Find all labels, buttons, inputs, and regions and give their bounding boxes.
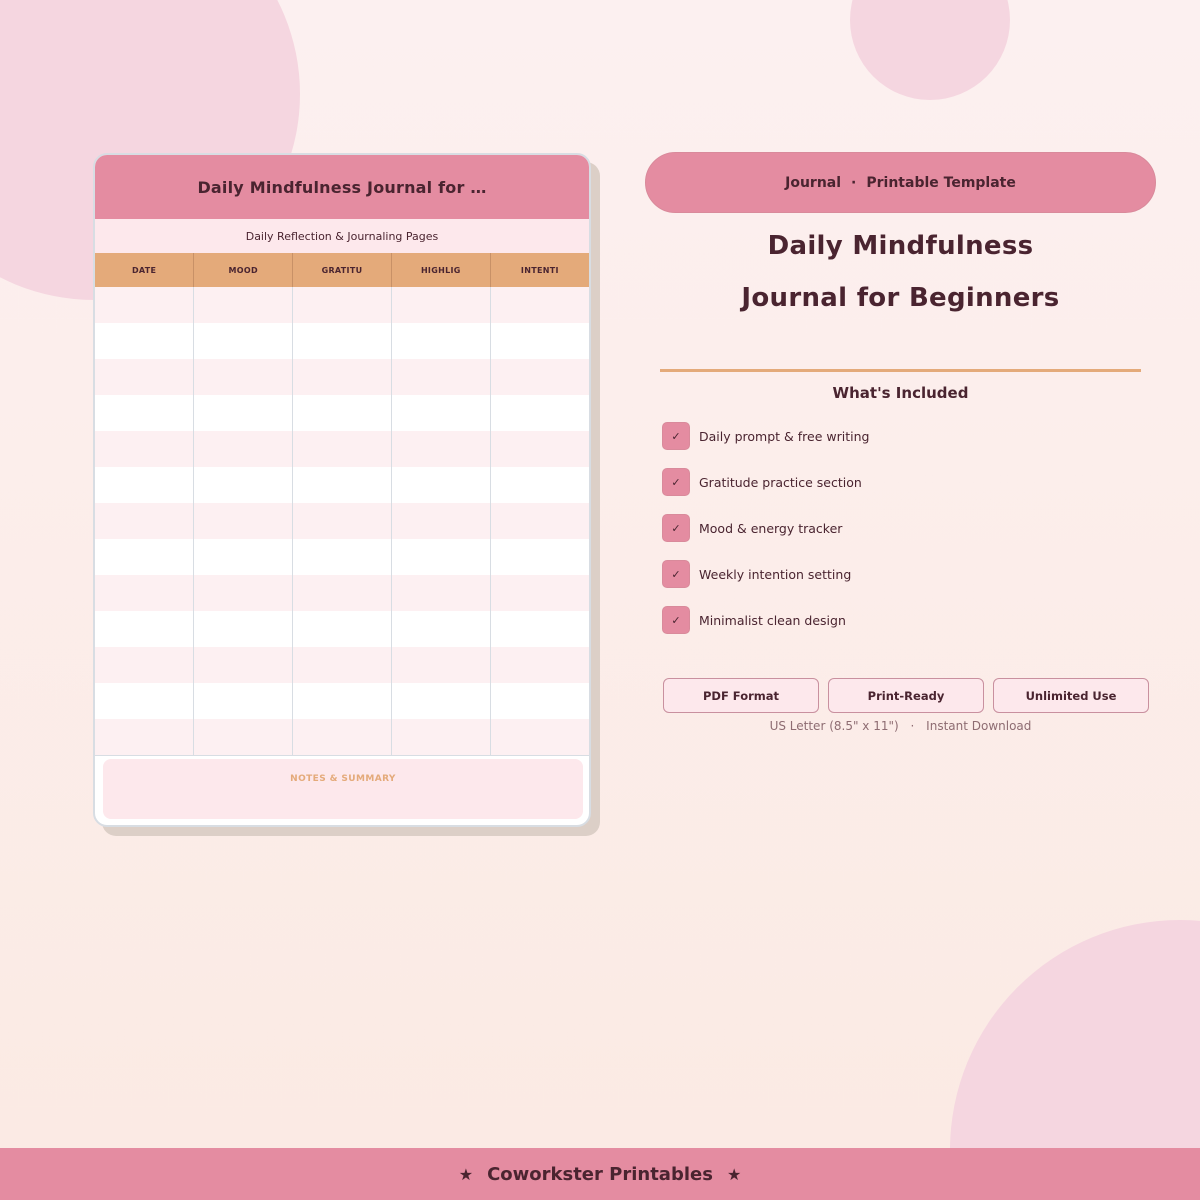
journal-table-cell	[293, 719, 392, 755]
journal-table-cell	[391, 611, 490, 647]
journal-table-cell	[293, 683, 392, 719]
journal-table-row	[95, 575, 589, 611]
feature-label: Weekly intention setting	[699, 566, 852, 582]
star-icon: ★	[726, 1164, 742, 1184]
journal-table-row	[95, 539, 589, 575]
journal-table-cell	[293, 287, 392, 323]
journal-table-cell	[293, 323, 392, 359]
journal-table-cell	[490, 395, 589, 431]
journal-table-cell	[490, 431, 589, 467]
feature-item	[662, 606, 846, 634]
journal-table-cell	[391, 683, 490, 719]
pdf-format-badge: PDF Format	[663, 678, 819, 713]
delivery-text: Instant Download	[926, 719, 1032, 733]
journal-table-cell	[95, 287, 194, 323]
journal-table-cell	[293, 575, 392, 611]
notes-summary-label: NOTES & SUMMARY	[290, 774, 396, 784]
journal-table-cell	[95, 359, 194, 395]
journal-table-cell	[194, 323, 293, 359]
section-divider	[660, 369, 1141, 372]
journal-table-cell	[95, 503, 194, 539]
check-icon: ✓	[662, 606, 690, 634]
journal-table-cell	[293, 539, 392, 575]
journal-table-cell	[490, 539, 589, 575]
journal-table-cell	[194, 503, 293, 539]
product-title-line-1: Daily Mindfulness	[767, 231, 1034, 261]
journal-table-cell	[490, 287, 589, 323]
journal-table-cell	[391, 395, 490, 431]
journal-table-cell	[490, 719, 589, 755]
journal-table-cell	[194, 467, 293, 503]
journal-page-title: Daily Mindfulness Journal for …	[95, 155, 589, 219]
journal-table-cell	[490, 647, 589, 683]
journal-table-cell	[391, 503, 490, 539]
journal-table-cell	[194, 683, 293, 719]
paper-size-text: US Letter (8.5" x 11")	[769, 719, 899, 733]
template-type-label: Printable Template	[866, 174, 1016, 191]
journal-table-cell	[95, 611, 194, 647]
unlimited-use-badge: Unlimited Use	[993, 678, 1149, 713]
feature-label: Gratitude practice section	[699, 474, 862, 490]
check-icon: ✓	[662, 514, 690, 542]
journal-table-row	[95, 359, 589, 395]
journal-table-cell	[95, 539, 194, 575]
journal-table-cell	[391, 539, 490, 575]
journal-page-subtitle: Daily Reflection & Journaling Pages	[95, 219, 589, 253]
journal-table-cell	[194, 287, 293, 323]
journal-table-row	[95, 431, 589, 467]
category-tag-pill	[645, 152, 1156, 213]
journal-table-cell	[194, 575, 293, 611]
journal-table-cell	[293, 431, 392, 467]
notes-summary-box	[103, 759, 583, 819]
journal-page-preview	[93, 153, 591, 827]
journal-table-cell	[391, 287, 490, 323]
feature-label: Minimalist clean design	[699, 612, 846, 628]
column-header-gratitude: GRATITU	[293, 253, 392, 287]
journal-table-cell	[490, 683, 589, 719]
journal-table-cell	[194, 431, 293, 467]
journal-table-row	[95, 467, 589, 503]
journal-table-cell	[391, 323, 490, 359]
feature-item	[662, 514, 842, 542]
check-icon: ✓	[662, 422, 690, 450]
journal-table-row	[95, 395, 589, 431]
journal-table-cell	[293, 503, 392, 539]
feature-label: Mood & energy tracker	[699, 520, 843, 536]
check-icon: ✓	[662, 560, 690, 588]
journal-table-cell	[391, 431, 490, 467]
journal-table-row	[95, 287, 589, 323]
journal-table-cell	[391, 647, 490, 683]
journal-table-cell	[490, 359, 589, 395]
column-header-highlight: HIGHLIG	[391, 253, 490, 287]
product-meta-info	[645, 719, 1156, 733]
journal-table-row	[95, 611, 589, 647]
feature-item	[662, 468, 862, 496]
journal-table-cell	[293, 359, 392, 395]
journal-table-row	[95, 503, 589, 539]
journal-table-cell	[293, 647, 392, 683]
journal-table-row	[95, 683, 589, 719]
journal-table-cell	[490, 575, 589, 611]
journal-table-cell	[194, 539, 293, 575]
check-icon: ✓	[662, 468, 690, 496]
journal-table-cell	[95, 467, 194, 503]
journal-table-cell	[95, 683, 194, 719]
journal-table-cell	[490, 611, 589, 647]
footer-bar	[0, 1148, 1200, 1200]
journal-table-cell	[391, 575, 490, 611]
feature-item	[662, 560, 851, 588]
whats-included-heading: What's Included	[832, 384, 969, 402]
journal-table-cell	[95, 575, 194, 611]
journal-table-cell	[194, 719, 293, 755]
feature-item	[662, 422, 869, 450]
journal-table	[95, 253, 589, 756]
journal-table-cell	[95, 431, 194, 467]
journal-table-cell	[490, 323, 589, 359]
brand-name: Coworkster Printables	[487, 1163, 713, 1185]
journal-table-row	[95, 647, 589, 683]
journal-table-cell	[293, 467, 392, 503]
journal-table-cell	[490, 503, 589, 539]
journal-table-cell	[391, 359, 490, 395]
journal-table-cell	[95, 647, 194, 683]
print-ready-badge: Print-Ready	[828, 678, 984, 713]
journal-table-cell	[194, 647, 293, 683]
column-header-intention: INTENTI	[490, 253, 589, 287]
journal-table-cell	[391, 719, 490, 755]
journal-table-cell	[95, 719, 194, 755]
journal-table-row	[95, 323, 589, 359]
journal-table-cell	[490, 467, 589, 503]
star-icon: ★	[458, 1164, 474, 1184]
journal-table-header	[95, 253, 589, 287]
category-label: Journal	[785, 174, 842, 191]
journal-table-cell	[95, 395, 194, 431]
journal-table-cell	[293, 611, 392, 647]
journal-table-row	[95, 719, 589, 755]
journal-table-cell	[194, 395, 293, 431]
decorative-circle-top-right	[850, 0, 1010, 100]
feature-label: Daily prompt & free writing	[699, 428, 870, 444]
journal-table-cell	[194, 611, 293, 647]
meta-separator: ·	[910, 719, 915, 733]
journal-table-cell	[95, 323, 194, 359]
category-separator: ·	[851, 174, 857, 191]
column-header-date: DATE	[95, 253, 194, 287]
journal-table-cell	[293, 395, 392, 431]
journal-table-cell	[391, 467, 490, 503]
column-header-mood: MOOD	[194, 253, 293, 287]
product-title-line-2: Journal for Beginners	[741, 283, 1060, 313]
journal-table-cell	[194, 359, 293, 395]
